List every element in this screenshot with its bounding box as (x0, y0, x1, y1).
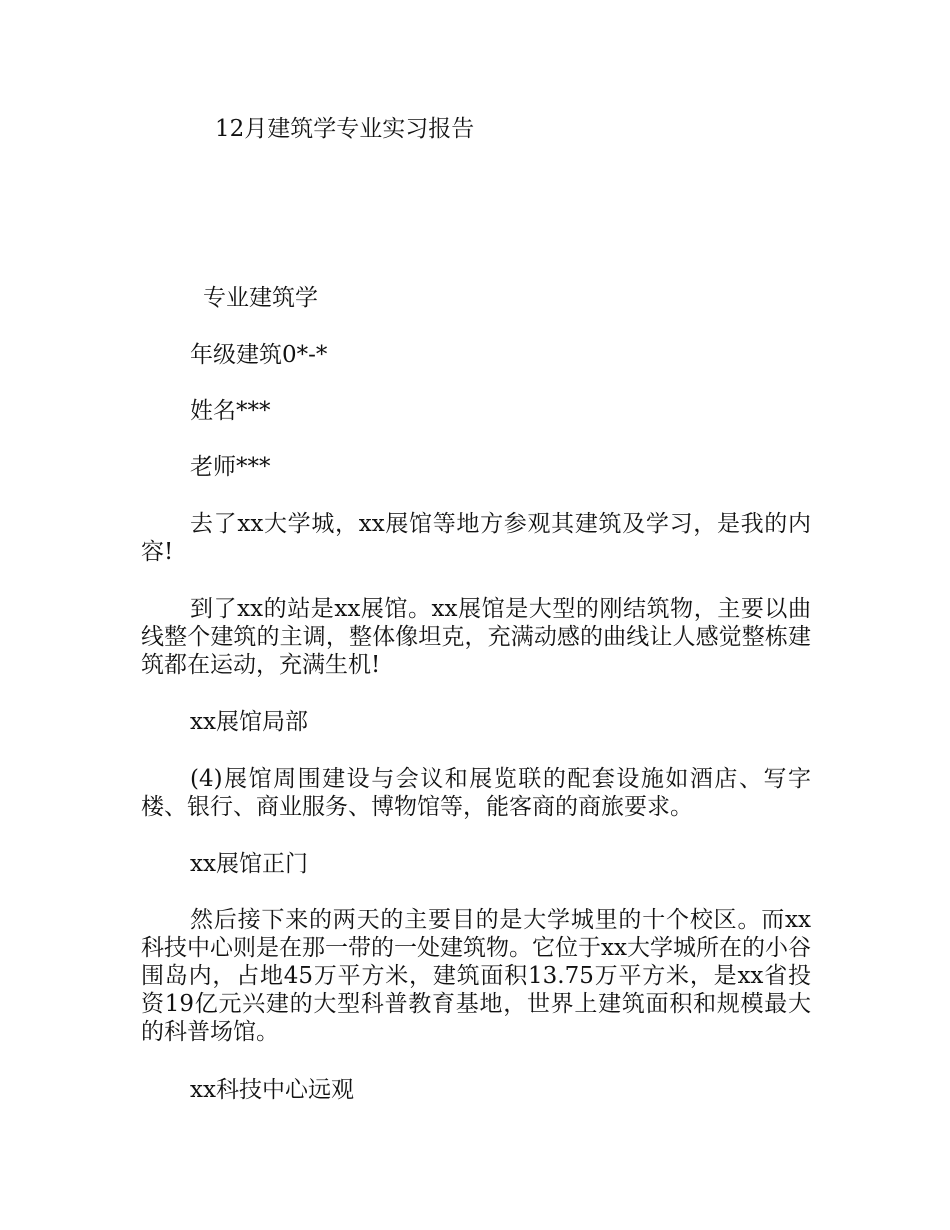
meta-teacher: 老师*** (190, 454, 271, 480)
caption-hall-gate: xx展馆正门 (190, 851, 308, 877)
meta-name: 姓名*** (190, 398, 271, 424)
caption-hall-detail: xx展馆局部 (190, 709, 308, 735)
meta-grade: 年级建筑0*-* (190, 342, 328, 368)
caption-science-center-view: xx科技中心远观 (190, 1077, 354, 1103)
meta-major: 专业建筑学 (203, 285, 318, 311)
paragraph-exhibition-hall: 到了xx的站是xx展馆。xx展馆是大型的刚结筑物，主要以曲线整个建筑的主调，整体像坦克，充满动感的曲线让人感觉整栋建筑都在运动，充满生机! (141, 596, 811, 678)
paragraph-intro: 去了xx大学城，xx展馆等地方参观其建筑及学习，是我的内容! (141, 511, 811, 565)
paragraph-science-center: 然后接下来的两天的主要目的是大学城里的十个校区。而xx科技中心则是在那一带的一处建筑物。它位于xx大学城所在的小谷围岛内，占地45万平方米，建筑面积13.75万平方米，是xx省投资19亿元兴建的大型科普教育基地，世界上建筑面积和规模最大的科普场馆。 (141, 907, 811, 1045)
paragraph-facilities: (4)展馆周围建设与会议和展览联的配套设施如酒店、写字楼、银行、商业服务、博物馆等，能客商的商旅要求。 (141, 766, 811, 820)
document-title: 12月建筑学专业实习报告 (215, 116, 475, 142)
